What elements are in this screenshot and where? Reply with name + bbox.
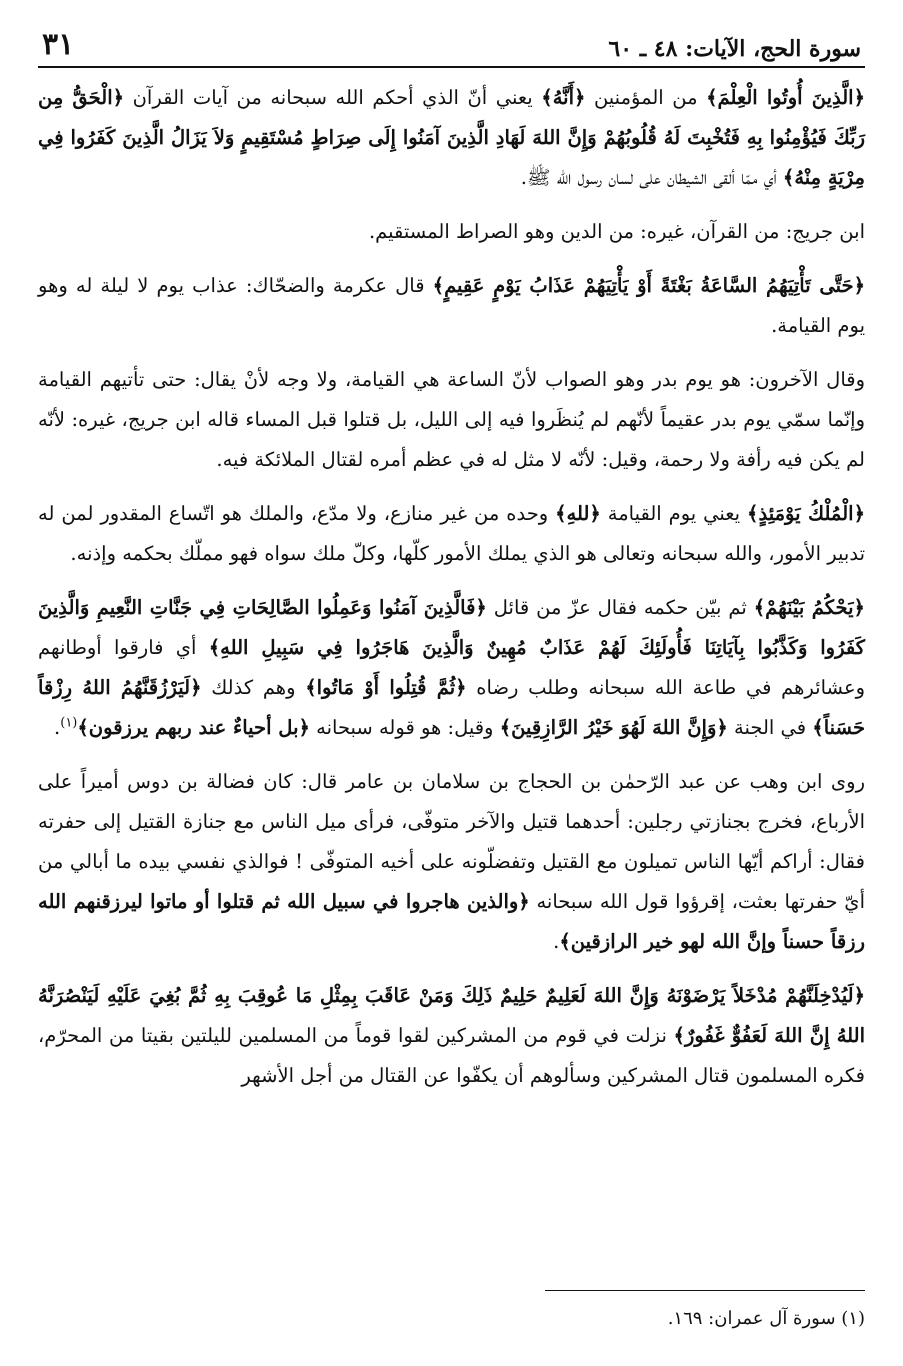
- paragraph: [38, 78, 865, 198]
- paragraph-text: وقال الآخرون: هو يوم بدر وهو الصواب لأنّ الساعة هي القيامة، ولا وجه لأنْ يقال: حتى تأتيهم القيامة وإنّما سمّي يوم بدر عقيماً لأنّهم لم يُنظَروا فيه إلى الليل، بل قتلوا قبل المساء قاله ابن جريج، غيره: لأنّه لم يكن فيه رأفة ولا رحمة، وقيل: لأنّه لا مثل له في عظم أمره لقتال الملائكة فيه.: [38, 368, 865, 471]
- footnote-divider: [545, 1290, 865, 1291]
- paragraph-text: ثم بيّن حكمه فقال عزّ من قائل: [486, 596, 754, 619]
- quran-verse: ﴿فَالَّذِينَ آمَنُوا وَعَمِلُوا الصَّالِحَاتِ فِي جَنَّاتِ النَّعِيمِ وَالَّذِينَ كَفَرُوا وَكَذَّبُوا بِآيَاتِنَا فَأُولَئِكَ لَهُمْ عَذَابٌ مُهِينٌ وَالَّذِينَ هَاجَرُوا فِي سَبِيلِ اللهِ﴾: [38, 596, 865, 659]
- paragraph-text: وقيل: هو قوله سبحانه: [309, 716, 500, 739]
- quran-verse: ﴿الْحَقُّ مِن رَبِّكَ فَيُؤْمِنُوا بِهِ فَتُخْبِتَ لَهُ قُلُوبُهُمْ وَإِنَّ اللهَ لَهَادِ الَّذِينَ آمَنُوا إِلَى صِرَاطٍ مُسْتَقِيمٍ وَلاَ يَزَالُ الَّذِينَ كَفَرُوا فِي مِرْيَةٍ مِنْهُ﴾: [38, 86, 865, 189]
- page-number: ٣١: [42, 27, 75, 62]
- quran-verse: ﴿بل أحياءٌ عند ربهم يرزقون﴾: [77, 716, 310, 739]
- surah-title: سورة الحج، الآيات: ٤٨ ـ ٦٠: [608, 36, 861, 62]
- paragraph-text: يعني يوم القيامة: [600, 502, 748, 525]
- paragraph: [38, 360, 865, 480]
- page-body: [38, 78, 865, 1096]
- quran-verse: ﴿الَّذِينَ أُوتُوا الْعِلْمَ﴾: [706, 86, 866, 109]
- paragraph: [38, 762, 865, 962]
- quran-verse: ﴿أَنَّهُ﴾: [541, 86, 586, 109]
- footnote: (١) سورة آل عمران: ١٦٩.: [667, 1308, 865, 1329]
- quran-verse: ﴿الْمُلْكُ يَوْمَئِذٍ﴾: [747, 502, 865, 525]
- page-header: [38, 22, 865, 68]
- paragraph-text: أي فارقوا أوطانهم وعشائرهم في طاعة الله سبحانه وطلب رضاه: [38, 636, 866, 699]
- quran-verse: ﴿ثُمَّ قُتِلُوا أَوْ مَاتُوا﴾: [305, 676, 467, 699]
- paragraph-text: ابن جريج: من القرآن، غيره: من الدين وهو الصراط المستقيم.: [368, 220, 865, 243]
- paragraph-text: وحده من غير منازع، ولا مدّع، والملك هو اتّساع المقدور لمن له تدبير الأمور، والله سبحانه وتعالى هو الذي يملك الأمور كلّها، وكلّ ملك سواه فهو مملّك بحكمه وإذنه.: [38, 502, 865, 565]
- paragraph-text: .: [54, 716, 61, 739]
- paragraph-text: أي ممّا ألقى الشيطان على لسان رسول الله ﷺ.: [520, 166, 783, 189]
- paragraph-text: من المؤمنين: [585, 86, 707, 109]
- paragraph: [38, 588, 865, 748]
- quran-verse: ﴿لَيَرْزُقَنَّهُمُ اللهُ رِزْقاً حَسَناً﴾: [38, 676, 865, 739]
- paragraph: [38, 494, 865, 574]
- paragraph-text: .: [553, 930, 560, 953]
- quran-verse: ﴿والذين هاجروا في سبيل الله ثم قتلوا أو ماتوا ليرزقنهم الله رزقاً حسناً وإنَّ الله لهو خير الرازقين﴾: [38, 890, 865, 953]
- paragraph-text: وهم كذلك: [201, 676, 306, 699]
- quran-verse: ﴿وَإِنَّ اللهَ لَهُوَ خَيْرُ الرَّازِقِينَ﴾: [499, 716, 728, 739]
- quran-verse: ﴿يَحْكُمُ بَيْنَهُمْ﴾: [753, 596, 865, 619]
- paragraph-text: في الجنة: [727, 716, 813, 739]
- paragraph: [38, 266, 865, 346]
- paragraph-text: روى ابن وهب عن عبد الرّحمٰن بن الحجاج بن سلامان بن عامر قال: كان فضالة بن دوس أميراً على الأرباع، فخرج بجنازتي رجلين: أحدهما قتيل والآخر متوفّى، فرأى ميل الناس مع جنازة القتيل إلى حفرته فقال: أراكم أيّها الناس تميلون مع القتيل وتفضلّونه على أخيه المتوفّى ! فوالذي نفسي بيده ما أبالي من أيّ حفرتها بعثت، إقرؤوا قول الله سبحانه: [38, 770, 865, 913]
- quran-verse: ﴿حَتَّى تَأْتِيَهُمُ السَّاعَةُ بَغْتَةً أَوْ يَأْتِيَهُمْ عَذَابُ يَوْمٍ عَقِيمٍ﴾: [432, 274, 865, 297]
- paragraph-text: نزلت في قوم من المشركين لقوا قوماً من المسلمين لليلتين بقيتا من المحرّم، فكره المسلمون قتال المشركين وسألوهم أن يكفّوا عن القتال من أجل الأشهر: [38, 1024, 865, 1087]
- book-page: [38, 22, 865, 1366]
- paragraph: [38, 976, 865, 1096]
- quran-verse: ﴿للهِ﴾: [555, 502, 601, 525]
- paragraph-text: يعني أنّ الذي أحكم الله سبحانه من آيات القرآن: [124, 86, 542, 109]
- quran-verse: ﴿لَيُدْخِلَنَّهُمْ مُدْخَلاً يَرْضَوْنَهُ وَإِنَّ اللهَ لَعَلِيمٌ حَلِيمٌ ذَلِكَ وَمَنْ عَاقَبَ بِمِثْلِ مَا عُوقِبَ بِهِ ثُمَّ بُغِيَ عَلَيْهِ لَيَنْصُرَنَّهُ اللهُ إِنَّ اللهَ لَعَفُوٌّ غَفُورٌ﴾: [38, 984, 866, 1047]
- paragraph: [38, 212, 865, 252]
- footnote-reference: (١): [60, 715, 78, 731]
- paragraph-text: قال عكرمة والضحّاك: عذاب يوم لا ليلة له وهو يوم القيامة.: [38, 274, 865, 337]
